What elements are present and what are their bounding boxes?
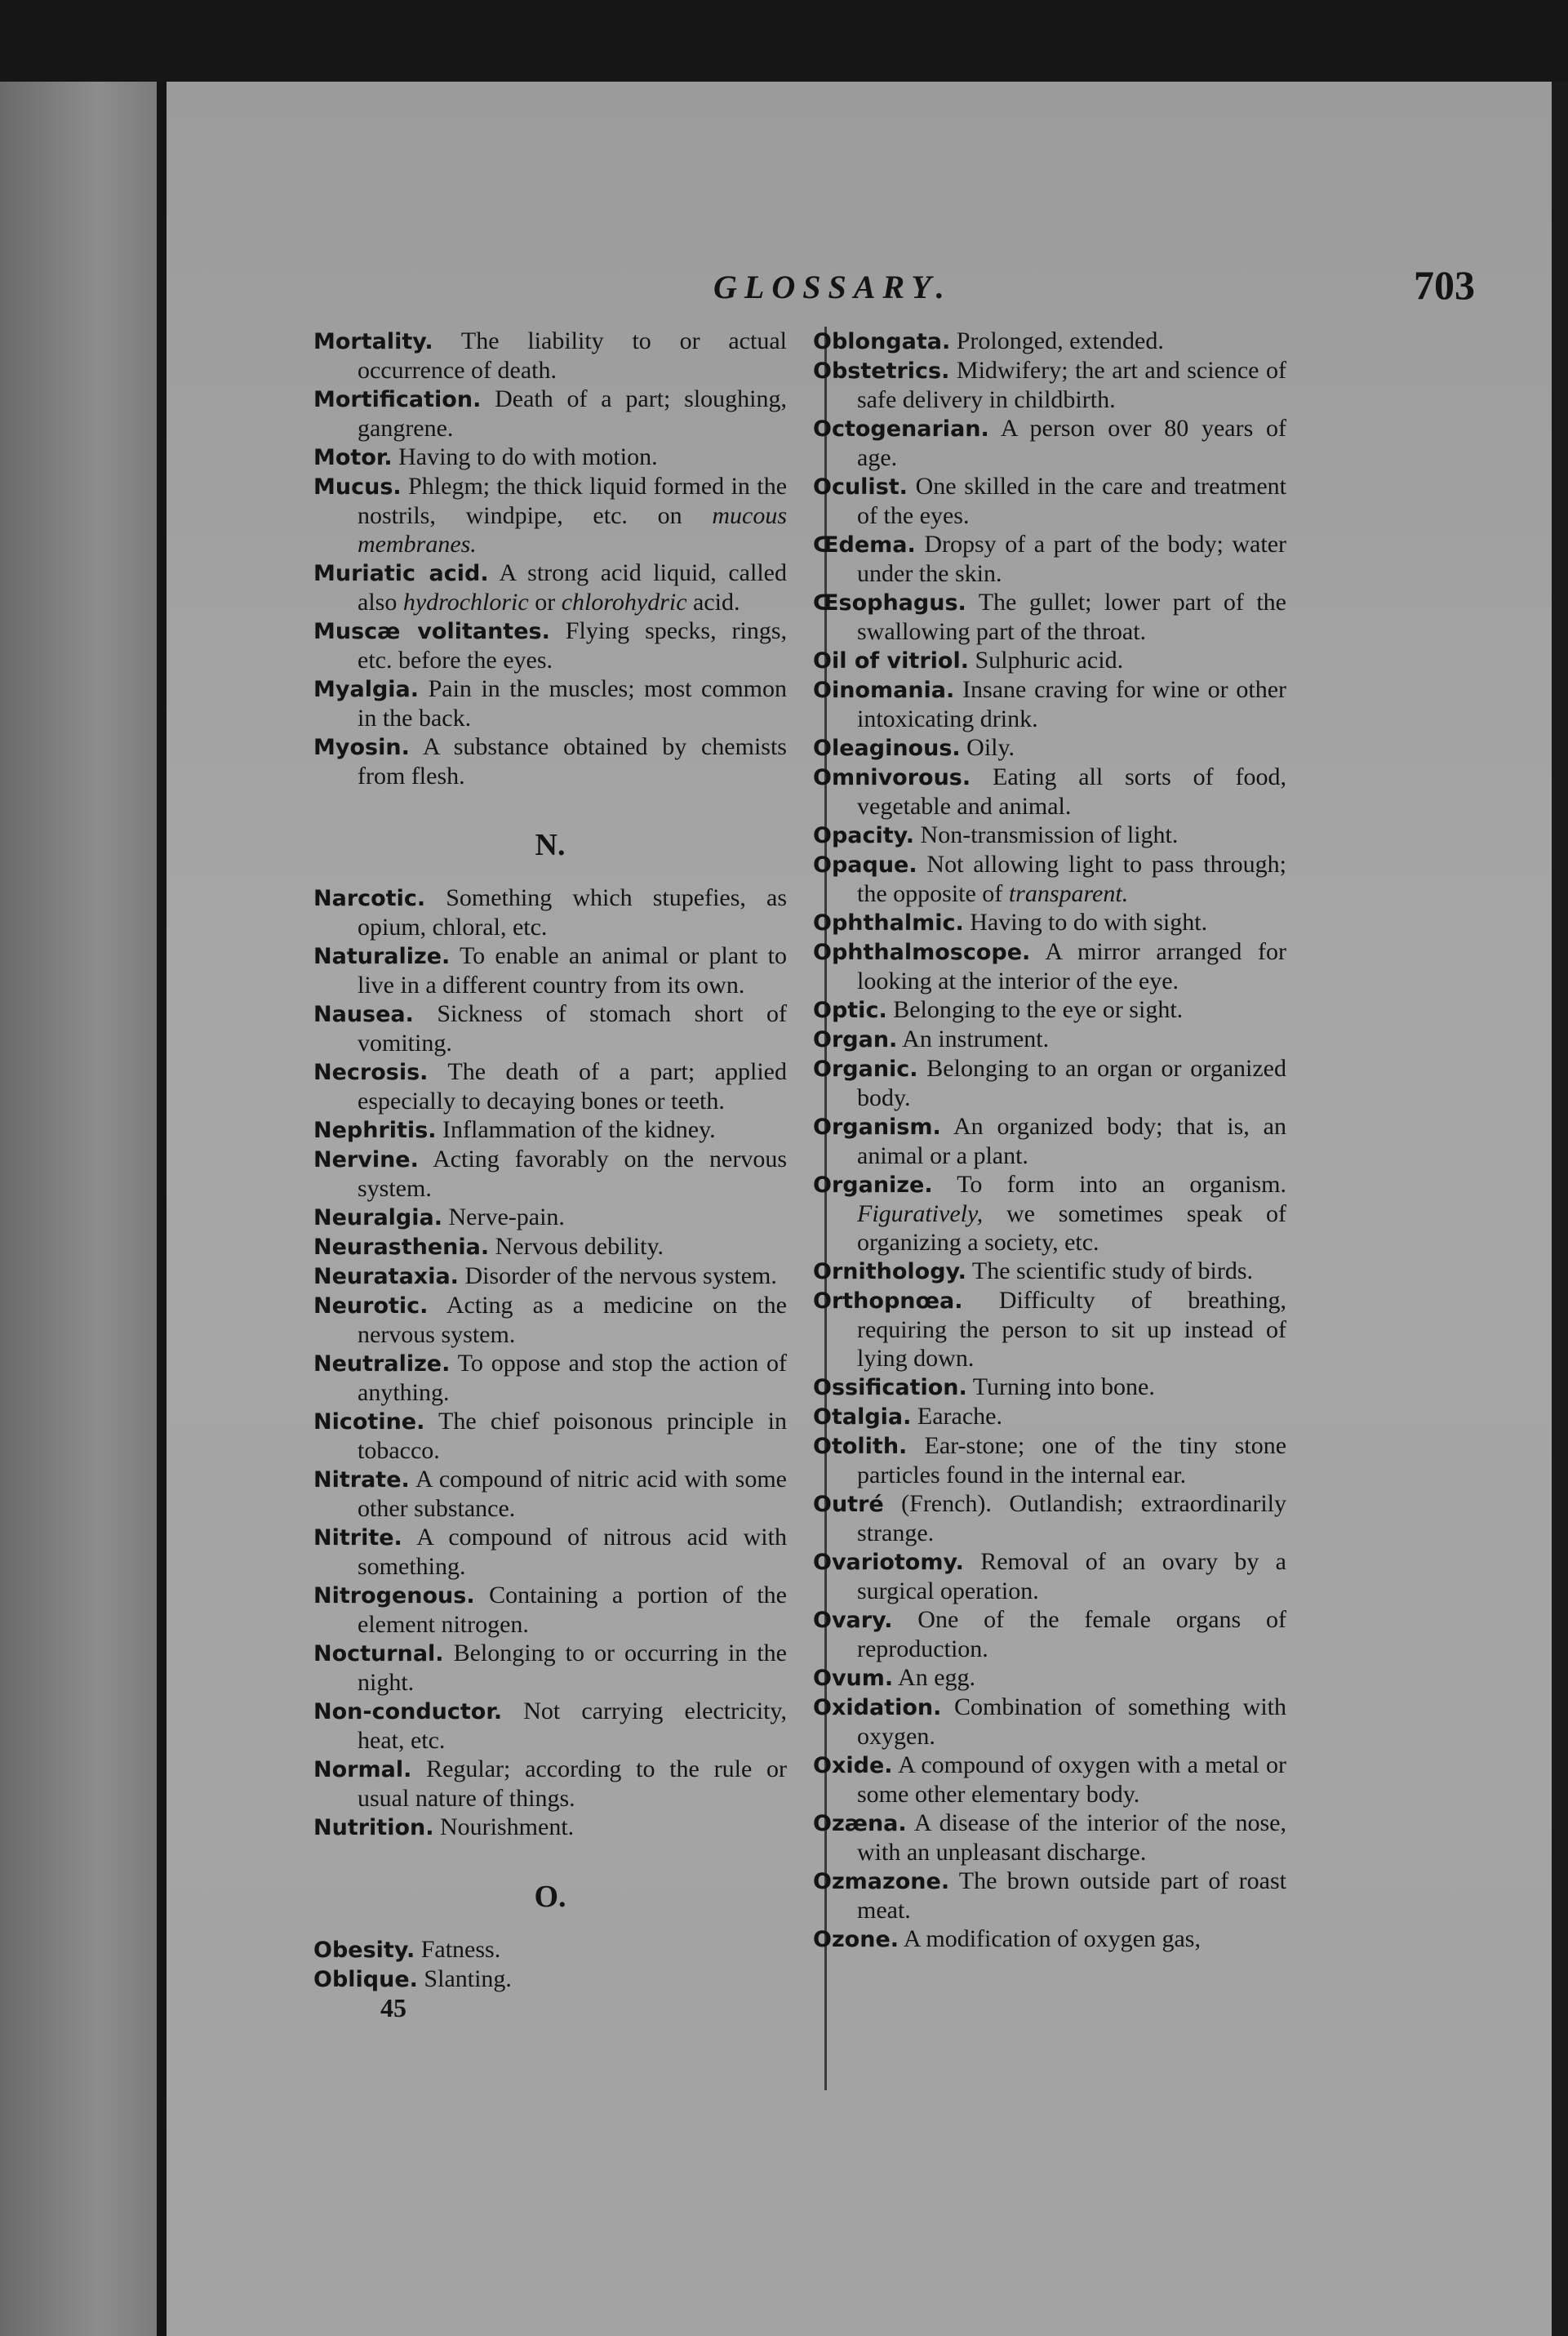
glossary-entry <box>313 1407 787 1465</box>
glossary-term: Oil of vitriol. <box>813 648 969 674</box>
glossary-term: Ophthalmoscope. <box>813 940 1031 965</box>
glossary-term: Nephritis. <box>313 1118 437 1143</box>
page-number: 703 <box>1414 262 1475 308</box>
glossary-entry <box>313 443 787 472</box>
glossary-term: Œsophagus. <box>813 590 966 616</box>
glossary-definition: To form into an organism. <box>957 1171 1286 1198</box>
glossary-term: Oxide. <box>813 1753 893 1778</box>
facing-page-edge <box>0 82 163 2336</box>
glossary-entry <box>313 941 787 999</box>
glossary-definition: A mirror arranged for looking at the interior of the eye. <box>857 938 1286 994</box>
glossary-term: Ovum. <box>813 1666 894 1691</box>
glossary-term: Neurataxia. <box>313 1264 459 1289</box>
glossary-entry <box>313 1261 787 1291</box>
glossary-definition: Regular; according to the rule or usual nature of things. <box>358 1755 787 1812</box>
section-heading-n: N. <box>535 828 566 862</box>
glossary-definition: A compound of nitric acid with some other substance. <box>358 1466 787 1522</box>
glossary-entry <box>813 1025 1286 1054</box>
glossary-definition: Insane craving for wine or other intoxicating drink. <box>857 676 1287 732</box>
glossary-definition: Having to do with motion. <box>398 443 658 470</box>
glossary-term: Ophthalmic. <box>813 910 964 936</box>
glossary-term: Organize. <box>813 1172 933 1198</box>
glossary-entry <box>313 1465 787 1523</box>
scan-right-border <box>1552 82 1568 2336</box>
glossary-definition: Ear-stone; one of the tiny stone particles found in the internal ear. <box>857 1432 1287 1488</box>
glossary-term: Oleaginous. <box>813 736 961 761</box>
definition-part: or <box>535 589 556 616</box>
glossary-definition: Difficulty of breathing, requiring the person to sit up instead of lying down. <box>857 1287 1286 1372</box>
glossary-entry <box>813 850 1286 908</box>
glossary-term: Nicotine. <box>313 1409 425 1435</box>
glossary-term: Opaque. <box>813 852 917 878</box>
glossary-definition: Inflammation of the kidney. <box>442 1116 716 1143</box>
glossary-definition: Sulphuric acid. <box>975 647 1124 674</box>
glossary-definition: A person over 80 years of age. <box>857 415 1286 471</box>
glossary-term: Motor. <box>313 445 393 470</box>
glossary-term: Nervine. <box>313 1147 419 1172</box>
glossary-entry <box>313 1232 787 1261</box>
glossary-entry <box>813 1547 1286 1605</box>
glossary-definition: Nerve-pain. <box>448 1204 565 1230</box>
glossary-entry <box>813 646 1286 675</box>
glossary-definition: Pain in the muscles; most common in the back. <box>358 675 788 732</box>
glossary-definition: Fatness. <box>420 1936 501 1963</box>
entries-o-continued <box>813 327 1286 1954</box>
definition-part: acid. <box>693 589 740 616</box>
glossary-term: Oblongata. <box>813 329 951 354</box>
glossary-entry <box>313 472 787 558</box>
glossary-term: Otalgia. <box>813 1404 912 1430</box>
glossary-definition: A substance obtained by chemists from flesh. <box>358 733 787 790</box>
glossary-entry <box>313 1145 787 1203</box>
signature-mark: 45 <box>380 1993 406 2022</box>
glossary-entry <box>313 732 787 790</box>
glossary-term: Non-conductor. <box>313 1699 503 1724</box>
glossary-entry <box>313 999 787 1057</box>
glossary-term: Nitrite. <box>313 1525 402 1551</box>
glossary-definition: A disease of the interior of the nose, with an unpleasant discharge. <box>857 1809 1286 1866</box>
glossary-term: Nausea. <box>313 1002 414 1027</box>
glossary-entry <box>313 385 787 443</box>
glossary-definition: Death of a part; sloughing, gangrene. <box>358 385 787 442</box>
glossary-term: Ozone. <box>813 1927 899 1952</box>
glossary-term: Omnivorous. <box>813 765 971 790</box>
glossary-entry <box>813 1402 1286 1431</box>
glossary-definition: Not carrying electricity, heat, etc. <box>358 1697 787 1754</box>
glossary-entry <box>813 1751 1286 1809</box>
glossary-entry <box>313 1697 787 1755</box>
glossary-entry <box>813 1605 1286 1663</box>
glossary-term: Muriatic acid. <box>313 561 489 586</box>
glossary-definition: Earache. <box>917 1403 1002 1430</box>
glossary-term: Necrosis. <box>313 1060 429 1085</box>
glossary-entry <box>813 733 1286 763</box>
glossary-definition: Containing a portion of the element nitrogen. <box>358 1582 788 1638</box>
glossary-entry <box>813 530 1286 588</box>
entries-n <box>313 883 787 1842</box>
section-heading-o: O. <box>534 1880 566 1914</box>
entries-o <box>313 1935 787 1994</box>
glossary-definition: Removal of an ovary by a surgical operation. <box>857 1548 1286 1604</box>
glossary-term: Ozmazone. <box>813 1869 950 1894</box>
glossary-term: Ovariotomy. <box>813 1550 964 1575</box>
glossary-definition: Dropsy of a part of the body; water under the skin. <box>857 531 1286 587</box>
glossary-entry <box>813 1693 1286 1751</box>
glossary-term: Œdema. <box>813 532 916 558</box>
glossary-term: Opacity. <box>813 823 915 848</box>
glossary-entry <box>813 763 1286 821</box>
glossary-entry <box>813 1431 1286 1489</box>
glossary-entry <box>313 1291 787 1349</box>
definition-italic: chlorohydric <box>561 589 687 616</box>
glossary-entry <box>313 1813 787 1842</box>
glossary-entry <box>313 327 787 385</box>
glossary-definition: Something which stupefies, as opium, chloral, etc. <box>358 884 787 941</box>
glossary-term: Orthopnœa. <box>813 1288 963 1314</box>
glossary-entry <box>813 1809 1286 1867</box>
glossary-entry <box>813 588 1286 646</box>
glossary-definition: Oily. <box>966 734 1015 761</box>
glossary-entry <box>813 1054 1286 1112</box>
glossary-definition: Disorder of the nervous system. <box>464 1262 777 1289</box>
glossary-term: Myalgia. <box>313 677 420 702</box>
glossary-definition: Non-transmission of light. <box>920 821 1179 848</box>
glossary-definition: The brown outside part of roast meat. <box>857 1867 1286 1924</box>
definition-part: we sometimes speak of organizing a society, etc. <box>857 1200 1286 1256</box>
glossary-term: Naturalize. <box>313 944 451 969</box>
glossary-entry <box>313 1639 787 1697</box>
glossary-entry <box>813 356 1286 414</box>
glossary-entry <box>813 1112 1286 1170</box>
glossary-term: Organism. <box>813 1115 941 1140</box>
glossary-definition: Flying specks, rings, etc. before the eyes. <box>358 617 787 674</box>
glossary-term: Neurotic. <box>313 1293 429 1319</box>
glossary-definition: The scientific study of birds. <box>971 1257 1253 1284</box>
glossary-definition: The chief poisonous principle in tobacco. <box>358 1408 787 1464</box>
left-column <box>313 327 787 2022</box>
glossary-term: Organic. <box>813 1057 918 1082</box>
glossary-entry <box>813 821 1286 850</box>
glossary-term: Neutralize. <box>313 1351 451 1377</box>
definition-italic: hydrochloric <box>402 589 529 616</box>
glossary-term: Ozæna. <box>813 1811 907 1836</box>
glossary-definition: Not allowing light to pass through; the opposite of <box>857 851 1287 907</box>
glossary-entry <box>313 1581 787 1639</box>
glossary-definition: Eating all sorts of food, vegetable and animal. <box>857 763 1287 820</box>
glossary-entry <box>813 1286 1286 1373</box>
glossary-definition: One of the female organs of reproduction. <box>857 1606 1286 1662</box>
glossary-term: Ovary. <box>813 1608 893 1633</box>
glossary-entry <box>813 327 1286 356</box>
glossary-entry <box>813 995 1286 1025</box>
glossary-term: Neuralgia. <box>313 1205 442 1230</box>
glossary-term: Obesity. <box>313 1938 415 1963</box>
glossary-entry <box>813 937 1286 995</box>
glossary-entry <box>313 1057 787 1115</box>
glossary-term: Nitrate. <box>313 1467 410 1493</box>
glossary-entry <box>813 414 1286 472</box>
glossary-definition: The death of a part; applied especially to decaying bones or teeth. <box>358 1058 787 1115</box>
glossary-definition: A strong acid liquid, called also <box>358 559 787 616</box>
definition-italic: transparent. <box>1008 880 1129 907</box>
glossary-definition: Turning into bone. <box>972 1373 1155 1400</box>
glossary-definition: An egg. <box>898 1664 976 1691</box>
glossary-entry <box>813 1489 1286 1547</box>
glossary-definition: A compound of oxygen with a metal or some other elementary body. <box>857 1751 1286 1808</box>
glossary-term: Normal. <box>313 1757 412 1782</box>
glossary-term: Oinomania. <box>813 678 955 703</box>
definition-italic: mucous membranes. <box>358 502 787 558</box>
glossary-definition: An instrument. <box>902 1026 1050 1052</box>
glossary-entry <box>813 1867 1286 1924</box>
glossary-term: Myosin. <box>313 735 410 760</box>
glossary-term: Mortification. <box>313 387 482 412</box>
glossary-entry <box>813 1663 1286 1693</box>
glossary-definition: Acting as a medicine on the nervous system. <box>358 1292 787 1348</box>
running-title: GLOSSARY. <box>713 269 952 305</box>
glossary-entry <box>313 1349 787 1407</box>
glossary-entry <box>313 883 787 941</box>
glossary-definition: Belonging to or occurring in the night. <box>358 1640 787 1696</box>
glossary-term: Oblique. <box>313 1967 418 1992</box>
glossary-entry <box>813 1373 1286 1402</box>
glossary-definition: Phlegm; the thick liquid formed in the nostrils, windpipe, etc. on <box>358 473 788 529</box>
glossary-definition: Belonging to the eye or sight. <box>893 996 1184 1023</box>
glossary-term: Nocturnal. <box>313 1641 444 1666</box>
glossary-definition: Nervous debility. <box>495 1233 664 1260</box>
glossary-definition: To enable an animal or plant to live in a different country from its own. <box>358 942 787 999</box>
glossary-term: Ossification. <box>813 1375 967 1400</box>
glossary-term: Nutrition. <box>313 1815 434 1840</box>
glossary-definition: Nourishment. <box>440 1813 575 1840</box>
glossary-term: Organ. <box>813 1027 898 1052</box>
glossary-term: Mortality. <box>313 329 433 354</box>
glossary-term: Outré <box>813 1492 884 1517</box>
book-spine-shadow <box>157 82 167 2336</box>
glossary-entry <box>313 616 787 674</box>
glossary-entry <box>313 1964 787 1994</box>
glossary-definition: Belonging to an organ or organized body. <box>857 1055 1286 1111</box>
glossary-entry <box>813 1170 1286 1257</box>
glossary-entry <box>313 1203 787 1232</box>
definition-italic: Figuratively, <box>857 1200 984 1227</box>
glossary-definition: One skilled in the care and treatment of the eyes. <box>857 473 1286 529</box>
glossary-definition: Combination of something with oxygen. <box>857 1693 1286 1750</box>
glossary-term: Optic. <box>813 998 887 1023</box>
glossary-definition: A modification of oxygen gas, <box>903 1925 1201 1952</box>
glossary-definition: The gullet; lower part of the swallowing part of the throat. <box>857 589 1286 645</box>
glossary-definition: The liability to or actual occurrence of death. <box>358 327 787 384</box>
glossary-term: Ornithology. <box>813 1259 966 1284</box>
glossary-entry <box>313 558 787 616</box>
glossary-definition: Prolonged, extended. <box>956 327 1164 354</box>
glossary-term: Octogenarian. <box>813 416 989 442</box>
glossary-entry <box>813 1924 1286 1954</box>
scan-top-border <box>0 0 1568 82</box>
glossary-entry <box>313 1755 787 1813</box>
glossary-entry <box>813 1257 1286 1286</box>
glossary-term: Oculist. <box>813 474 908 500</box>
glossary-term: Nitrogenous. <box>313 1583 475 1609</box>
glossary-entry <box>813 908 1286 937</box>
glossary-term: Narcotic. <box>313 886 426 911</box>
glossary-definition: A compound of nitrous acid with something. <box>358 1524 787 1580</box>
glossary-term: Oxidation. <box>813 1695 942 1720</box>
glossary-entry <box>313 1935 787 1964</box>
right-column <box>813 327 1286 1954</box>
glossary-definition: An organized body; that is, an animal or a plant. <box>857 1113 1286 1169</box>
glossary-entry <box>313 1523 787 1581</box>
glossary-term: Neurasthenia. <box>313 1235 490 1260</box>
glossary-definition: Midwifery; the art and science of safe delivery in childbirth. <box>857 357 1286 413</box>
glossary-term: Muscæ volitantes. <box>313 619 550 644</box>
glossary-entry <box>813 675 1286 733</box>
glossary-entry <box>313 1115 787 1145</box>
glossary-entry <box>313 674 787 732</box>
glossary-definition: Sickness of stomach short of vomiting. <box>358 1000 787 1057</box>
glossary-definition: Slanting. <box>424 1965 512 1992</box>
glossary-definition: Having to do with sight. <box>970 909 1208 936</box>
glossary-entry <box>813 472 1286 530</box>
glossary-term: Obstetrics. <box>813 358 950 384</box>
glossary-term: Mucus. <box>313 474 402 500</box>
glossary-definition: (French). Outlandish; extraordinarily strange. <box>857 1490 1287 1546</box>
glossary-definition: To oppose and stop the action of anything. <box>358 1350 787 1406</box>
entries-m <box>313 327 787 790</box>
glossary-definition: Acting favorably on the nervous system. <box>358 1146 787 1202</box>
book-page <box>167 82 1552 2336</box>
glossary-term: Otolith. <box>813 1434 908 1459</box>
